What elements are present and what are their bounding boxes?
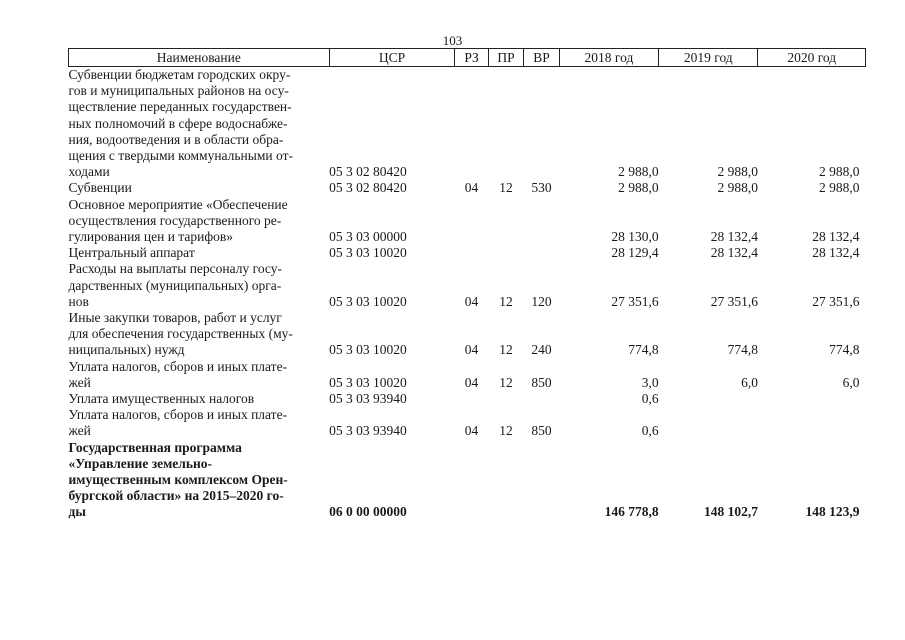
row-rz: [455, 67, 488, 181]
header-vr: ВР: [524, 49, 559, 67]
row-pr: 12: [499, 293, 513, 309]
row-csr: 05 3 03 00000: [329, 229, 407, 245]
row-name: [69, 359, 330, 391]
row-vr: 850: [531, 423, 552, 439]
row-pr: 12: [499, 423, 513, 439]
row-2019: 774,8: [727, 342, 758, 358]
row-2020: 28 132,4: [812, 245, 860, 261]
row-name-line: имущественным комплексом Орен-: [68, 472, 288, 488]
row-csr: 05 3 02 80420: [329, 180, 407, 196]
row-2019: 2 988,0: [717, 164, 758, 180]
row-pr: 12: [499, 374, 513, 390]
table-row: [69, 245, 866, 261]
row-vr: 120: [531, 293, 552, 309]
table-row: [69, 359, 866, 391]
row-2019: 148 102,7: [703, 504, 758, 520]
row-2020: 28 132,4: [812, 229, 860, 245]
row-2020: 2 988,0: [819, 164, 860, 180]
table-header-row: [69, 49, 866, 67]
row-name-line: бургской области» на 2015–2020 го-: [68, 488, 284, 504]
header-2020: 2020 год: [758, 49, 866, 67]
row-name: [69, 440, 330, 521]
row-name-line: осуществления государственного ре-: [68, 212, 282, 228]
row-vr: 240: [531, 342, 552, 358]
row-2019: 28 132,4: [710, 245, 758, 261]
row-name-line: жей: [68, 374, 91, 390]
table-row: [69, 440, 866, 521]
row-name-line: щения с твердыми коммунальными от-: [68, 148, 293, 164]
row-name-line: ния, водоотведения и в области обра-: [68, 131, 284, 147]
row-2018: 28 129,4: [611, 245, 659, 261]
row-name-line: ниципальных) нужд: [68, 342, 185, 358]
row-pr: [488, 245, 523, 261]
row-name-line: ды: [68, 504, 86, 520]
row-2018: 774,8: [628, 342, 659, 358]
row-rz: [455, 197, 488, 246]
row-name: [69, 407, 330, 439]
row-name-line: гов и муниципальных районов на осу-: [68, 83, 289, 99]
row-2019: [659, 407, 758, 439]
row-vr: 530: [531, 180, 552, 196]
row-pr: [488, 440, 523, 521]
row-name-line: Уплата налогов, сборов и иных плате-: [68, 407, 288, 423]
row-name: [69, 245, 330, 261]
row-2018: 28 130,0: [611, 229, 659, 245]
row-2020: 6,0: [842, 374, 860, 390]
row-2020: 2 988,0: [819, 180, 860, 196]
header-2018: 2018 год: [559, 49, 658, 67]
row-rz: [455, 245, 488, 261]
row-name-line: Центральный аппарат: [68, 245, 195, 261]
row-2018: 146 778,8: [604, 504, 659, 520]
row-pr: 12: [499, 180, 513, 196]
row-2019: 6,0: [741, 374, 758, 390]
row-2019: 27 351,6: [710, 293, 758, 309]
row-name-line: Уплата имущественных налогов: [68, 391, 255, 407]
row-rz: 04: [464, 180, 479, 196]
row-name-line: Иные закупки товаров, работ и услуг: [68, 310, 282, 326]
row-2020: [758, 407, 866, 439]
row-2018: 2 988,0: [618, 164, 659, 180]
row-name: [69, 391, 330, 407]
row-name-line: Основное мероприятие «Обеспечение: [68, 196, 288, 212]
row-vr: [524, 440, 559, 521]
row-vr: [524, 197, 559, 246]
row-pr: [488, 197, 523, 246]
row-name-line: Государственная программа: [68, 439, 242, 455]
row-csr: 05 3 03 10020: [329, 245, 407, 261]
row-csr: 06 0 00 00000: [329, 504, 407, 520]
page-number: 103: [442, 33, 463, 48]
row-name-line: для обеспечения государственных (му-: [68, 326, 293, 342]
row-pr: [488, 391, 523, 407]
row-name-line: «Управление земельно-: [68, 455, 213, 471]
table-row: [69, 391, 866, 407]
row-csr: 05 3 03 10020: [329, 342, 407, 358]
row-2019: [659, 391, 758, 407]
table-row: [69, 407, 866, 439]
row-name-line: Расходы на выплаты персоналу госу-: [68, 261, 282, 277]
row-name-line: нов: [68, 293, 89, 309]
table-row: [69, 261, 866, 310]
header-rz: РЗ: [455, 49, 488, 67]
row-vr: [524, 67, 559, 181]
row-rz: 04: [464, 342, 479, 358]
row-csr: 05 3 03 93940: [329, 391, 407, 407]
table-row: [69, 67, 866, 181]
row-name-line: гулирования цен и тарифов»: [68, 229, 233, 245]
row-rz: [455, 440, 488, 521]
row-name-line: жей: [68, 423, 91, 439]
row-2020: 27 351,6: [812, 293, 860, 309]
row-name-line: Уплата налогов, сборов и иных плате-: [68, 358, 288, 374]
row-csr: 05 3 03 10020: [329, 374, 407, 390]
row-name: [69, 67, 330, 181]
row-name-line: ходами: [68, 164, 110, 180]
row-vr: [524, 245, 559, 261]
row-2020: 774,8: [829, 342, 860, 358]
row-2019: 28 132,4: [710, 229, 758, 245]
row-pr: 12: [499, 342, 513, 358]
row-2019: 2 988,0: [717, 180, 758, 196]
row-2018: 3,0: [641, 374, 659, 390]
row-rz: 04: [464, 423, 479, 439]
row-2018: 2 988,0: [618, 180, 659, 196]
row-vr: [524, 391, 559, 407]
row-2018: 0,6: [641, 391, 659, 407]
row-rz: [455, 391, 488, 407]
table-row: [69, 310, 866, 359]
row-vr: 850: [531, 374, 552, 390]
table-row: [69, 180, 866, 196]
row-2018: 0,6: [641, 423, 659, 439]
row-rz: 04: [464, 293, 479, 309]
header-csr: ЦСР: [329, 49, 455, 67]
row-name: [69, 197, 330, 246]
row-2020: 148 123,9: [805, 504, 860, 520]
table-row: [69, 197, 866, 246]
row-name-line: ществление переданных государствен-: [68, 99, 292, 115]
header-name: Наименование: [69, 49, 330, 67]
row-name-line: Субвенции: [68, 180, 132, 196]
row-csr: 05 3 03 10020: [329, 293, 407, 309]
row-name: [69, 310, 330, 359]
row-pr: [488, 67, 523, 181]
table-body: [69, 67, 866, 521]
row-2018: 27 351,6: [611, 293, 659, 309]
row-name: [69, 180, 330, 196]
header-pr: ПР: [488, 49, 523, 67]
header-2019: 2019 год: [659, 49, 758, 67]
row-rz: 04: [464, 374, 479, 390]
budget-table: [68, 48, 866, 521]
row-name: [69, 261, 330, 310]
row-name-line: ных полномочий в сфере водоснабже-: [68, 115, 288, 131]
row-csr: 05 3 03 93940: [329, 423, 407, 439]
row-name-line: дарственных (муниципальных) орга-: [68, 277, 282, 293]
row-2020: [758, 391, 866, 407]
row-csr: 05 3 02 80420: [329, 164, 407, 180]
row-name-line: Субвенции бюджетам городских окру-: [68, 67, 291, 82]
